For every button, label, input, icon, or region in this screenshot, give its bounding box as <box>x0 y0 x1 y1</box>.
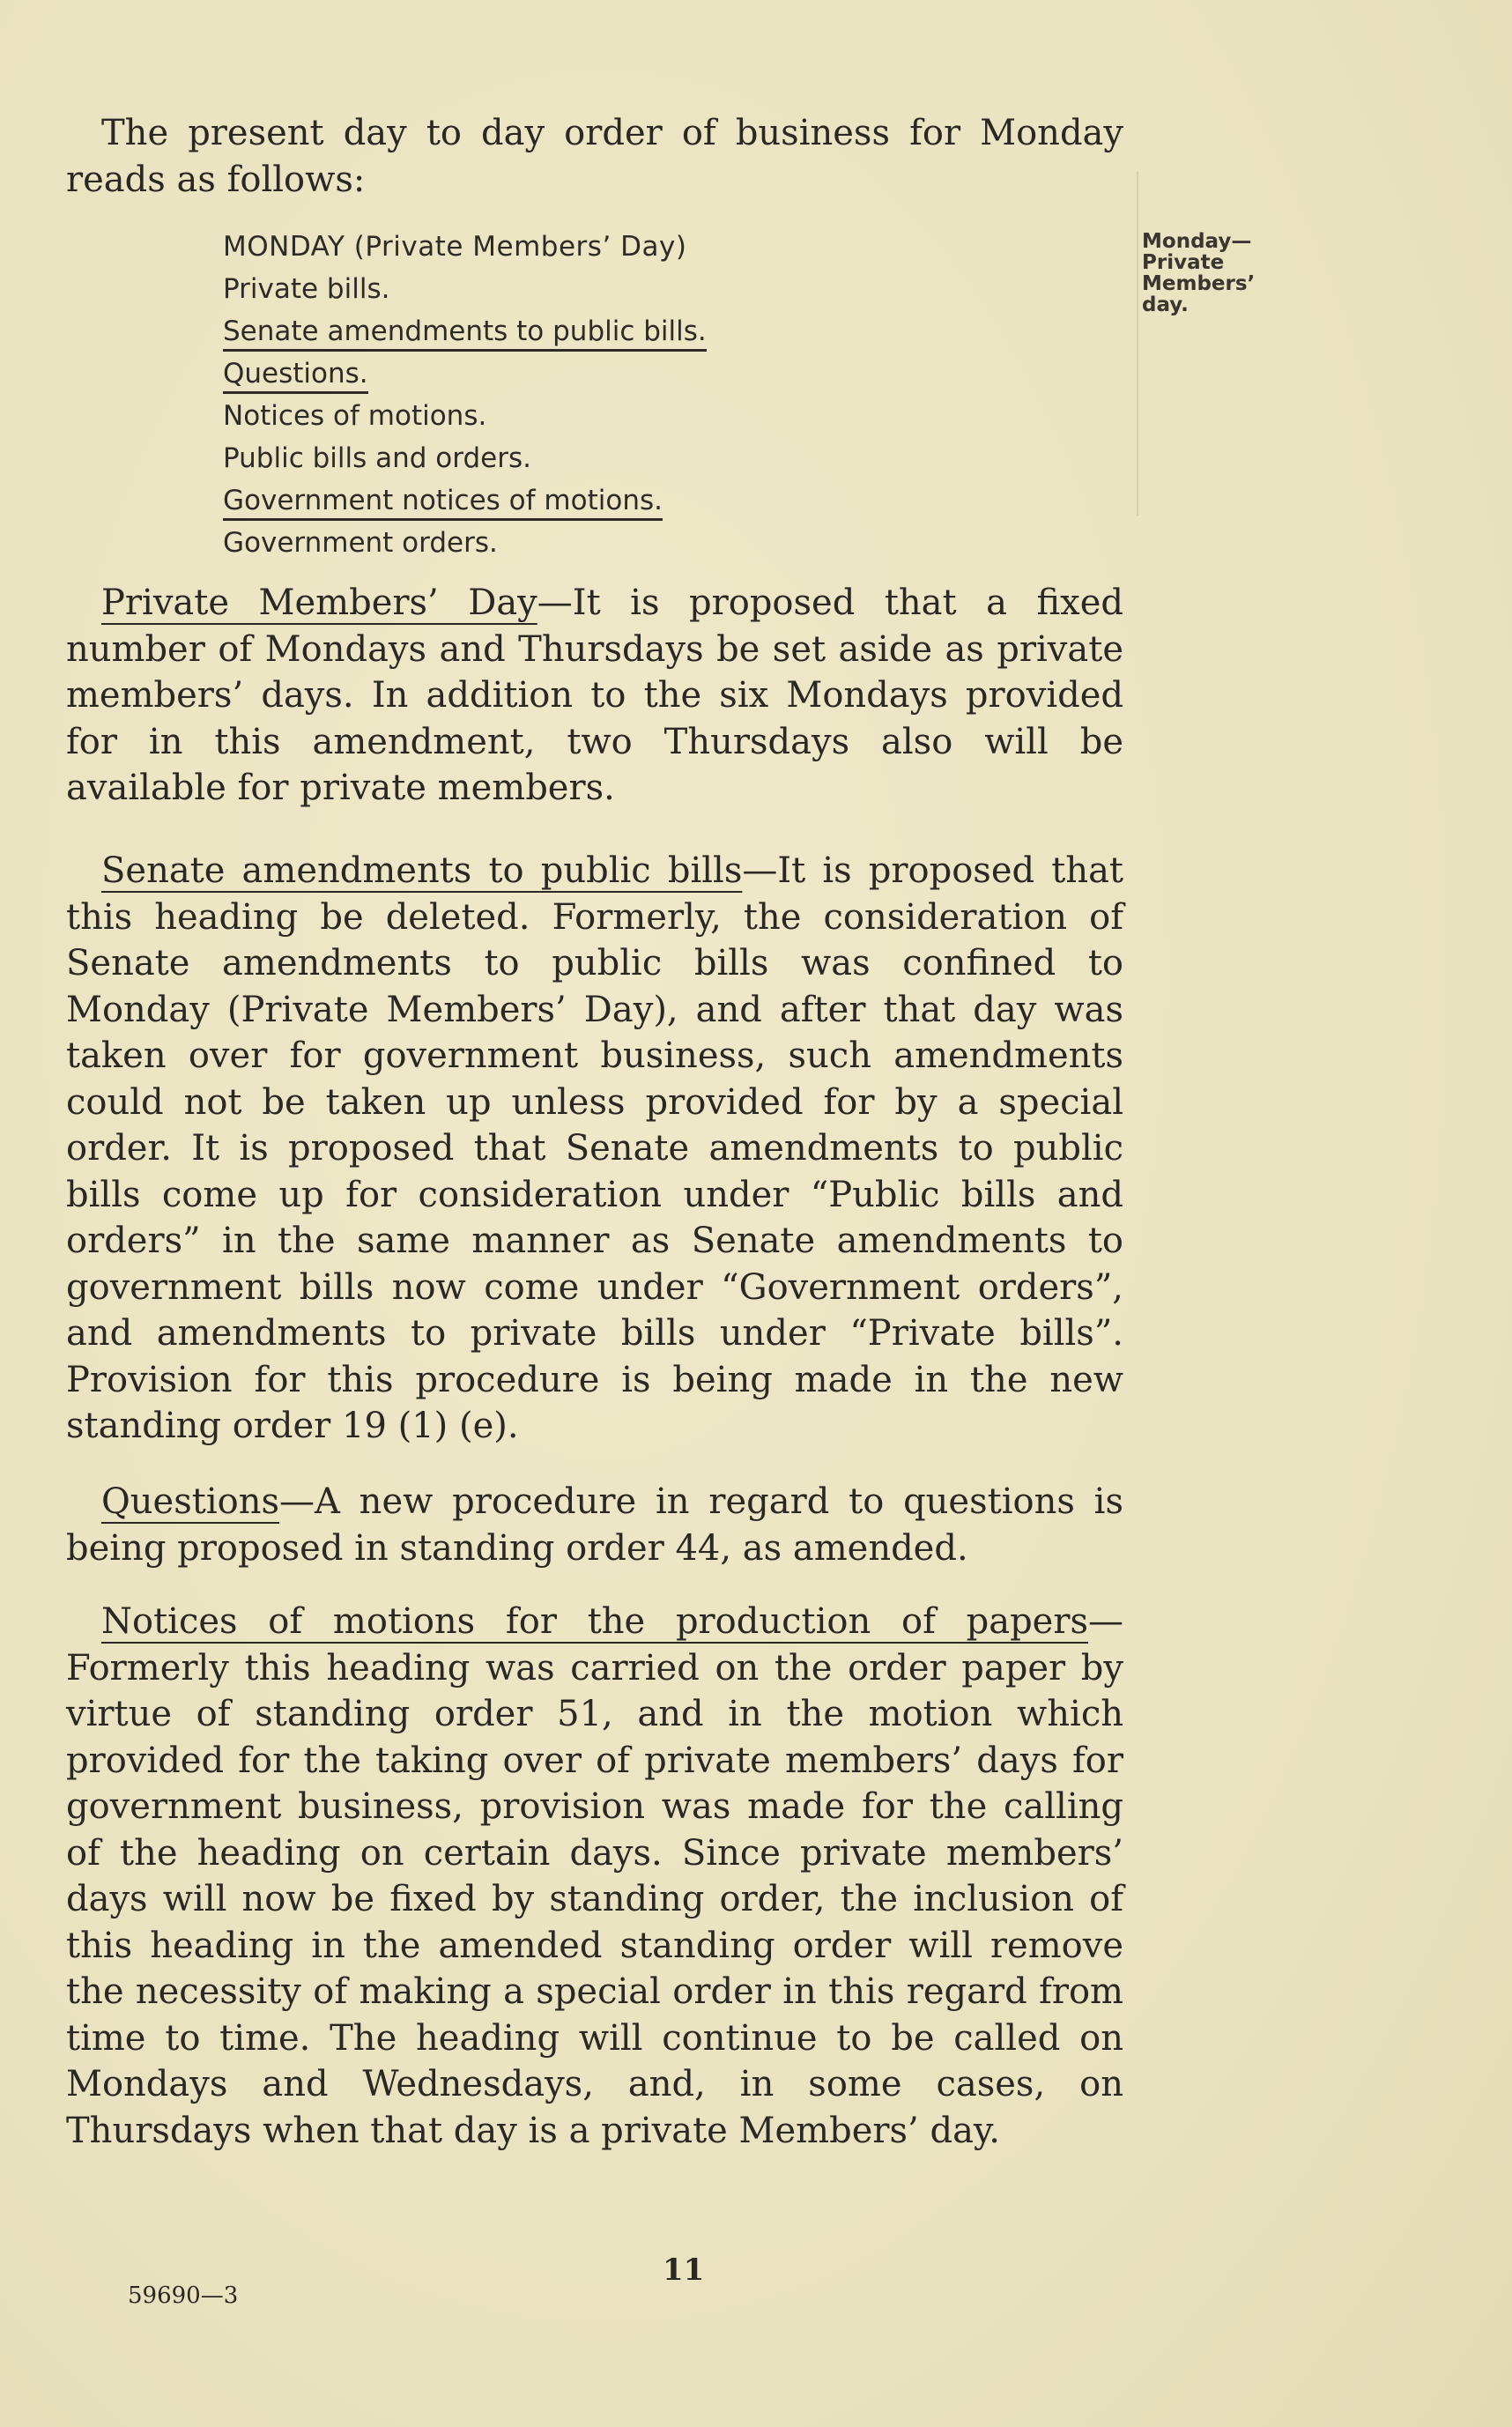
agenda-item-label: Government notices of motions. <box>223 483 663 521</box>
print-code: 59690—3 <box>128 2282 239 2309</box>
margin-note: Monday— Private Members’ day. <box>1142 230 1256 316</box>
section-questions <box>66 1479 1123 1571</box>
agenda-item: Public bills and orders. <box>223 442 531 474</box>
section-heading: Private Members’ Day <box>101 583 537 623</box>
section-heading: Senate amendments to public bills <box>101 850 743 891</box>
intro-block <box>66 110 1123 203</box>
agenda-item: Notices of motions. <box>223 400 487 432</box>
agenda-list <box>223 226 707 564</box>
agenda-item: Private bills. <box>223 273 390 305</box>
agenda-heading: MONDAY (Private Members’ Day) <box>223 231 687 263</box>
section-heading: Questions <box>101 1481 279 1522</box>
agenda-item <box>223 353 707 395</box>
intro-paragraph: The present day to day order of business for Monday reads as follows: <box>66 113 1123 200</box>
page-number: 11 <box>663 2253 705 2288</box>
agenda-item <box>223 479 707 522</box>
margin-rule <box>1137 172 1138 516</box>
agenda-item <box>223 310 707 353</box>
section-senate-amendments <box>66 848 1123 1450</box>
section-private-members-day <box>66 580 1123 812</box>
agenda-item: Government orders. <box>223 527 498 559</box>
section-notices-of-motions <box>66 1599 1123 2154</box>
agenda-item-label: Questions. <box>223 356 368 394</box>
section-body: —A new procedure in regard to questions is being proposed in standing order 44, as amended. <box>66 1481 1123 1569</box>
section-body: —It is proposed that a fixed number of Mondays and Thursdays be set aside as private members’ days. In addition to the six Mondays provided for in this amendment, two Thursdays also will be available for private members. <box>66 583 1123 808</box>
section-body: —Formerly this heading was carried on the order paper by virtue of standing order 51, and in the motion which provided for the taking over of private members’ days for government business, provision was made for the calling of the heading on certain days. Since private members’ days will now be fixed by standing order, the inclusion of this heading in the amended standing order will remove the necessity of making a special order in this regard from time to time. The heading will continue to be called on Mondays and Wednesdays, and, in some cases, on Thursdays when that day is a private Members’ day. <box>66 1601 1123 2151</box>
section-heading: Notices of motions for the production of papers <box>101 1601 1088 1642</box>
agenda-item-label: Senate amendments to public bills. <box>223 314 707 352</box>
section-body: —It is proposed that this heading be deleted. Formerly, the consideration of Senate amendments to public bills was confined to Monday (Private Members’ Day), and after that day was taken over for government business, such amendments could not be taken up unless provided for by a special order. It is proposed that Senate amendments to public bills come up for consideration under “Public bills and orders” in the same manner as Senate amendments to government bills now come under “Government orders”, and amendments to private bills under “Private bills”. Provision for this procedure is being made in the new standing order 19 (1) (e). <box>66 850 1123 1446</box>
